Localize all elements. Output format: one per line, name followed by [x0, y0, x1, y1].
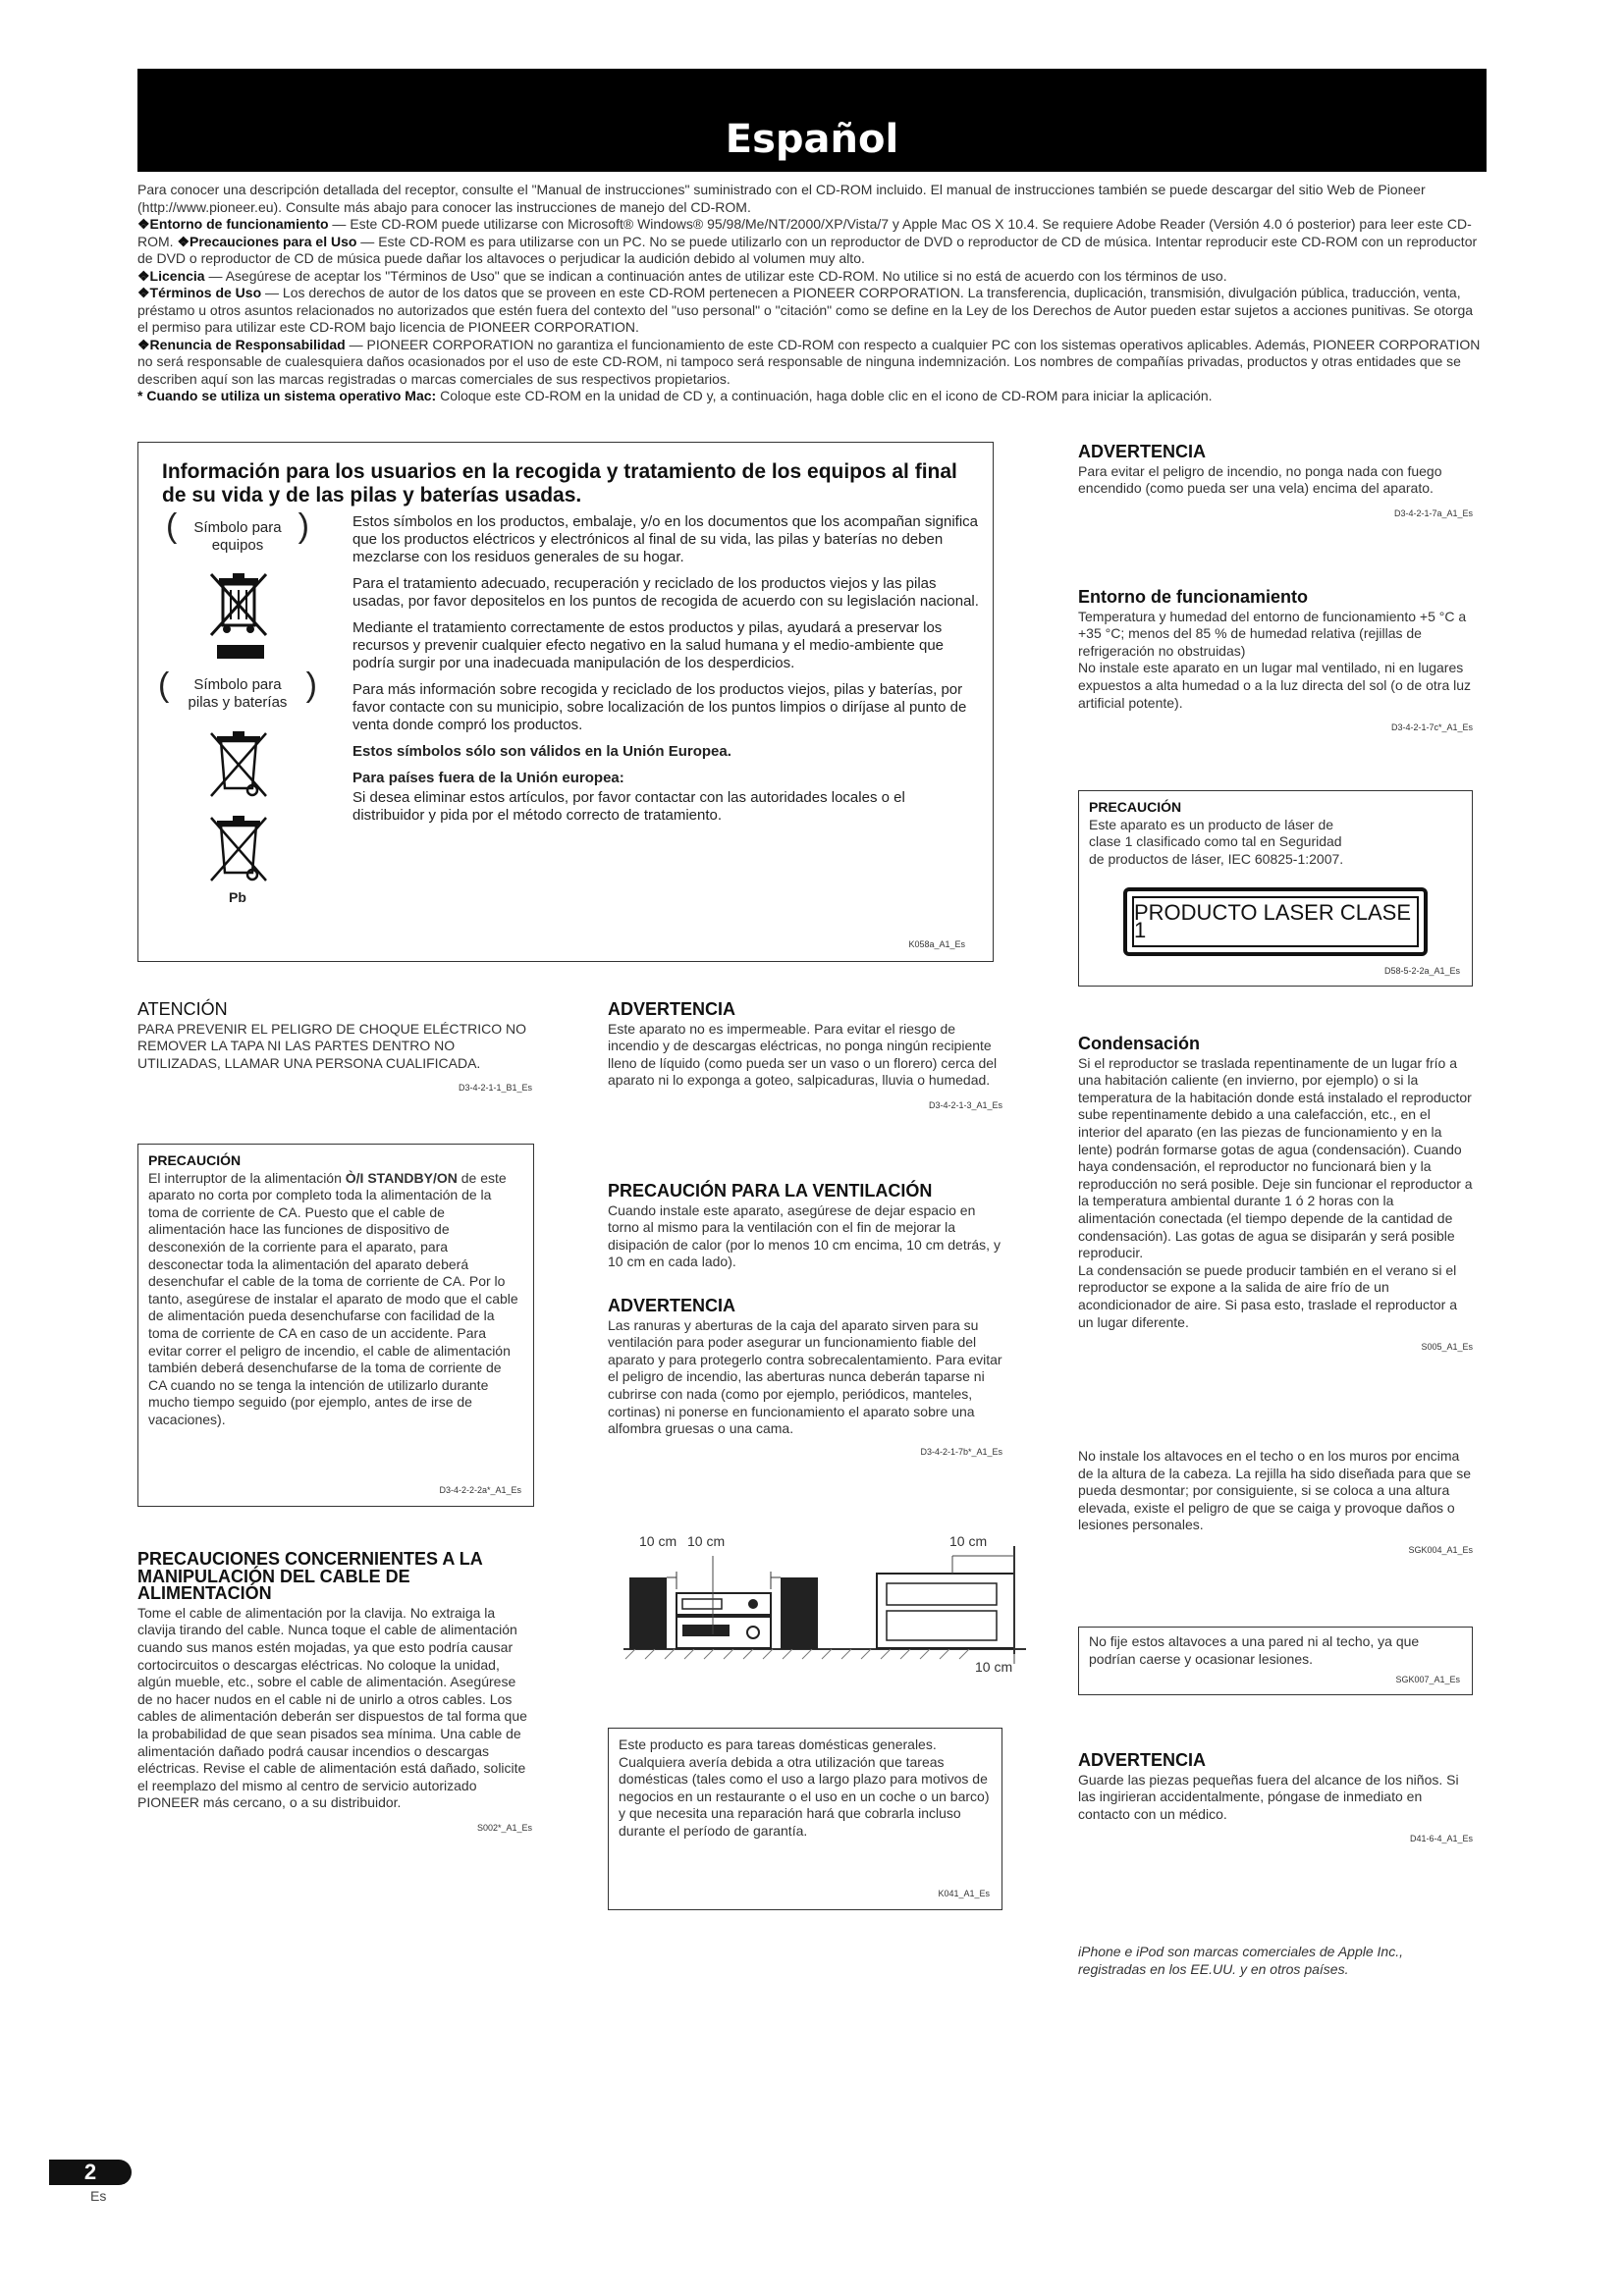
code-label: D3-4-2-1-7a_A1_Es [1393, 507, 1473, 518]
section-title: PRECAUCIÓN [148, 1152, 242, 1168]
code-label: S005_A1_Es [1421, 1342, 1473, 1353]
banner-title: Español [725, 117, 899, 162]
code-label: D3-4-2-1-3_A1_Es [928, 1099, 1002, 1110]
crossed-bin-icon [207, 570, 270, 639]
section-title: PRECAUCIONES CONCERNIENTES A LA MANIPULACIÓN DEL CABLE DE ALIMENTACIÓN [137, 1549, 483, 1604]
operating-environment [1078, 589, 1473, 737]
speaker-fix-box [1078, 1627, 1473, 1695]
weee-para: Para más información sobre recogida y reciclado de los productos viejos, pilas y baterías, por favor contacte con su municipio, sobre localización de los puntos limpios o diríjase al punto de venta donde compró los productos. [352, 681, 967, 733]
distance-label: 10 cm [639, 1533, 677, 1549]
attention-section [137, 1001, 532, 1097]
intro-environment: ❖Entorno de funcionamiento — Este CD-ROM puede utilizarse con Microsoft® Windows® 95/98/Me/NT/2000/XP/Vista/7 y Apple Mac OS X 10.4. Se requiere Adobe Reader (Versión 4.0 ó posterior) para leer este CD-ROM. ❖Precauciones para el Uso — Este CD-ROM es para utilizarse con un PC. No se puede utilizarlo con un reproductor de DVD o reproductor de CD de música. Intentar reproducir este CD-ROM con un reproductor de DVD o reproductor de CD de música puede dañar los altavoces o perjudicar la audición debido al volumen muy alto. [137, 216, 1478, 266]
standby-caution-box [137, 1144, 534, 1507]
section-title: ATENCIÓN [137, 999, 228, 1019]
weee-info-box [137, 442, 994, 962]
section-text: Para evitar el peligro de incendio, no ponga nada con fuego encendido (como pueda ser una vela) encima del aparato. [1078, 462, 1442, 497]
code-label: D3-4-2-2-2a*_A1_Es [439, 1485, 521, 1496]
distance-label: 10 cm [949, 1533, 988, 1549]
code-label: SGK004_A1_Es [1408, 1544, 1473, 1555]
section-text: Guarde las piezas pequeñas fuera del alcance de los niños. Si las ingirieran accidentalmente, póngase de inmediato en contacto con un médico. [1078, 1771, 1459, 1822]
symbol-equipment-label: ( Símbolo para equipos ) [166, 507, 309, 554]
weee-para: Para el tratamiento adecuado, recuperación y reciclado de los productos viejos y las pilas usadas, por favor depositelos en los puntos de recogida de acuerdo con su legislación nacional. [352, 575, 979, 610]
language-banner [137, 69, 1487, 172]
section-title: PRECAUCIÓN [1089, 799, 1182, 815]
section-title: ADVERTENCIA [608, 999, 736, 1019]
ventilation-section [608, 1183, 1002, 1271]
section-text: Cuando instale este aparato, asegúrese de dejar espacio en torno al mismo para la ventilación con el fin de mejorar la disipación de calor (por lo menos 10 cm encima, 10 cm detrás, y 10 cm en cada lado). [608, 1201, 1001, 1270]
weee-para: Mediante el tratamiento correctamente de estos productos y pilas, ayudará a preservar los recursos y prevenir cualquier efecto negativo en la salud humana y el medio-ambiente que podría surgir por una inadecuada manipulación de los desperdicios. [352, 619, 945, 671]
section-text: Tome el cable de alimentación por la clavija. No extraiga la clavija tirando del cable. Nunca toque el cable de alimentación cuando sus manos estén mojadas, ya que esto podría causar cortocircuitos o descargas eléctricas. No coloque la unidad, algún mueble, etc., sobre el cable de alimentación. Asegúrese de no hacer nudos en el cable ni de unirlo a otros cables. Los cables de alimentación deberán ser dispuestos de tal forma que la probabilidad de que sean pisados sea mínima. Una cable de alimentación dañado podrá causar incendios o descargas eléctricas. Revise el cable de alimentación está dañado, solicite el reemplazo del mismo al centro de servicio autorizado PIONEER más cercano, o a su distribuidor. [137, 1604, 527, 1811]
distance-label: 10 cm [687, 1533, 726, 1549]
trademark-note: iPhone e iPod son marcas comerciales de Apple Inc., registradas en los EE.UU. y en otros países. [1078, 1944, 1403, 1977]
section-title: Entorno de funcionamiento [1078, 587, 1308, 607]
section-text: No instale los altavoces en el techo o en los muros por encima de la altura de la cabeza. La rejilla ha sido diseñada para que se pueda desmontar; por consiguiente, si se coloca a una altura elevada, existe el peligro de que se caiga y provoque daños o lesiones personales. [1078, 1448, 1472, 1533]
small-parts-warning [1078, 1752, 1473, 1848]
section-title: ADVERTENCIA [1078, 1750, 1207, 1770]
laser-class-label: PRODUCTO LASER CLASE 1 [1123, 887, 1428, 956]
weee-para: Si desea eliminar estos artículos, por favor contactar con las autoridades locales o el distribuidor y pida por el método correcto de tratamiento. [352, 789, 905, 824]
code-label: K041_A1_Es [938, 1889, 990, 1899]
weee-title: Información para los usuarios en la recogida y tratamiento de los equipos al final de su vida y de las pilas y baterías usadas. [162, 460, 957, 507]
code-label: S002*_A1_Es [476, 1822, 532, 1833]
code-label: D3-4-2-1-7c*_A1_Es [1390, 722, 1473, 733]
intro-disclaimer: ❖Renuncia de Responsabilidad — PIONEER CORPORATION no garantiza el funcionamiento de este CD-ROM con respecto a cualquier PC con los sistemas operativos aplicables. Además, PIONEER CORPORATION no será responsable de cualesquiera daños ocasionados por el uso de este CD-ROM, ni tampoco será responsable de ninguna indemnización. Los nombres de compañías privadas, productos y otras entidades que se describen aquí son las marcas registradas o marcas comerciales de sus respectivos propietarios. [137, 336, 1481, 387]
pb-label: Pb [229, 889, 246, 905]
section-text: Temperatura y humedad del entorno de funcionamiento +5 °C a +35 °C; menos del 85 % de humedad relativa (rejillas de refrigeración no obstruidas) No instale este aparato en un lugar mal ventilado, ni en lugares expuestos a alta humedad o a la luz directa del sol (o de otra luz artificial potente). [1078, 608, 1472, 711]
warning-fire [1078, 444, 1473, 522]
section-text: No fije estos altavoces a una pared ni al techo, ya que podrían caerse y ocasionar lesiones. [1089, 1633, 1420, 1667]
code-label: D41-6-4_A1_Es [1409, 1834, 1473, 1844]
section-text: PARA PREVENIR EL PELIGRO DE CHOQUE ELÉCTRICO NO REMOVER LA TAPA NI LAS PARTES DENTRO NO UTILIZADAS, LLAMAR UNA PERSONA CUALIFICADA. [137, 1020, 526, 1071]
section-title: ADVERTENCIA [1078, 442, 1207, 461]
ventilation-diagram [604, 1517, 1036, 1679]
intro-license: ❖Licencia — Asegúrese de aceptar los "Términos de Uso" que se indican a continuación antes de utilizar este CD-ROM. No utilice si no está de acuerdo con los términos de uso. [137, 267, 1227, 284]
symbol-batteries-label: ( Símbolo para pilas y baterías ) [158, 667, 317, 711]
cdrom-intro [137, 182, 1487, 405]
code-label: D3-4-2-1-7b*_A1_Es [920, 1446, 1002, 1457]
code-label: D58-5-2-2a_A1_Es [1383, 966, 1460, 977]
weee-para: Estos símbolos en los productos, embalaje, y/o en los documentos que los acompañan significa que los productos eléctricos y electrónicos al final de su vida, las pilas y baterías no deben mezclarse con los residuos generales de su hogar. [352, 513, 979, 565]
intro-mac: * Cuando se utiliza un sistema operativo Mac: Coloque este CD-ROM en la unidad de CD y, a continuación, haga doble clic en el icono de CD-ROM para iniciar la aplicación. [137, 388, 1213, 403]
weee-eu-note: Estos símbolos sólo son válidos en la Unión Europea. [352, 743, 731, 760]
page-language: Es [90, 2188, 107, 2204]
section-text: Este aparato no es impermeable. Para evitar el riesgo de incendio y de descargas eléctricas, no ponga ningún recipiente lleno de líquido (como pueda ser un vaso o un florero) cerca del aparato ni lo exponga a goteo, salpicaduras, lluvia o humedad. [608, 1020, 998, 1089]
section-text: El interruptor de la alimentación Ò/I STANDBY/ON de este aparato no corta por completo toda la alimentación de la toma de corriente de CA. Puesto que el cable de alimentación hace las funciones de dispositivo de desconexión de la corriente para el aparato, para desconectar toda la alimentación del aparato deberá desenchufar el cable de la toma de corriente de CA. Por lo tanto, asegúrese de instalar el aparato de modo que el cable de alimentación pueda desenchufarse con facilidad de la toma de corriente de CA en caso de un accidente. Para evitar correr el peligro de incendio, el cable de alimentación también deberá desenchufarse de la toma de corriente de CA cuando no se tenga la intención de utilizarlo durante mucho tiempo seguido (por ejemplo, antes de irse de vacaciones). [148, 1169, 518, 1427]
laser-caution-box [1078, 790, 1473, 987]
power-cord-section [137, 1551, 532, 1838]
intro-description: Para conocer una descripción detallada del receptor, consulte el "Manual de instrucciones" suministrado con el CD-ROM incluido. El manual de instrucciones también se puede descargar del sitio Web de Pioneer (http://www.pioneer.eu). Consulte más abajo para conocer las instrucciones de manejo del CD-ROM. [137, 182, 1426, 215]
warning-ventilation [608, 1298, 1002, 1461]
speaker-mounting-section [1078, 1448, 1473, 1560]
section-title: ADVERTENCIA [608, 1296, 736, 1315]
distance-label: 10 cm [975, 1659, 1013, 1675]
weee-body [352, 513, 981, 833]
code-label: SGK007_A1_Es [1395, 1675, 1460, 1685]
domestic-use-box [608, 1728, 1002, 1910]
section-text: Las ranuras y aberturas de la caja del aparato sirven para su ventilación para poder asegurar un funcionamiento fiable del aparato y para protegerlo contra sobrecalentamiento. Para evitar el peligro de incendio, las aberturas nunca deberán taparse ni cubrirse con nada (como por ejemplo, periódicos, manteles, cortinas) ni ponerse en funcionamiento el aparato sobre una alfombra gruesas o una cama. [608, 1316, 1002, 1437]
crossed-bin-icon [207, 729, 270, 800]
intro-terms: ❖Términos de Uso — Los derechos de autor de los datos que se proveen en este CD-ROM pertenecen a PIONEER CORPORATION. La transferencia, duplicación, transmisión, divulgación pública, traducción, venta, préstamo u otros asuntos relacionados no autorizados que estén fuera del contexto del "uso personal" o "citación" como se define en la Ley de los Derechos de Autor pueden estar sujetos a acciones punitivas. Se otorga el permiso para utilizar este CD-ROM bajo licencia de PIONEER CORPORATION. [137, 285, 1474, 335]
code-label: D3-4-2-1-1_B1_Es [458, 1083, 532, 1094]
condensation-section [1078, 1036, 1473, 1357]
code-label: K058a_A1_Es [908, 939, 965, 949]
crossed-bin-icon [207, 814, 270, 884]
section-text: Este producto es para tareas domésticas generales. Cualquiera avería debida a otra utilización que tareas domésticas (tales como el uso a largo plazo para motivos de negocios en un restaurante o el uso en un coche o un barco) y que necesita una reparación hará que cobrarla incluso durante el período de garantía. [619, 1736, 990, 1839]
page-number: 2 [49, 2160, 132, 2185]
section-text: Este aparato es un producto de láser de clase 1 clasificado como tal en Seguridad de productos de láser, IEC 60825-1:2007. [1089, 816, 1344, 867]
section-title: PRECAUCIÓN PARA LA VENTILACIÓN [608, 1181, 933, 1201]
bin-bar [217, 645, 264, 659]
warning-water [608, 1001, 1002, 1115]
weee-outside-eu: Para países fuera de la Unión europea: [352, 770, 624, 786]
section-title: Condensación [1078, 1034, 1201, 1053]
standby-button-label: Ò/I STANDBY/ON [345, 1169, 458, 1186]
section-text: Si el reproductor se traslada repentinamente de un lugar frío a una habitación caliente (en invierno, por ejemplo) o si la temperatura de la habitación donde está instalado el reproductor sube repentinamente debido a una calefacción, etc., en el interior del aparato (en las piezas de funcionamiento y en la lente) podrán formarse gotas de agua (condensación). Cuando haya condensación, el reproductor no funcionará bien y la reproducción no será posible. Deje sin funcionar el reproductor a la temperatura ambiental durante 1 ó 2 horas con la alimentación conectada (el tiempo depende de la cantidad de condensación). Las gotas de agua se disiparán y será posible reproducir. La condensación se puede producir también en el verano si el reproductor se expone a la salida de aire frío de un acondicionador de aire. Si pasa esto, traslade el reproductor a un lugar diferente. [1078, 1054, 1473, 1330]
